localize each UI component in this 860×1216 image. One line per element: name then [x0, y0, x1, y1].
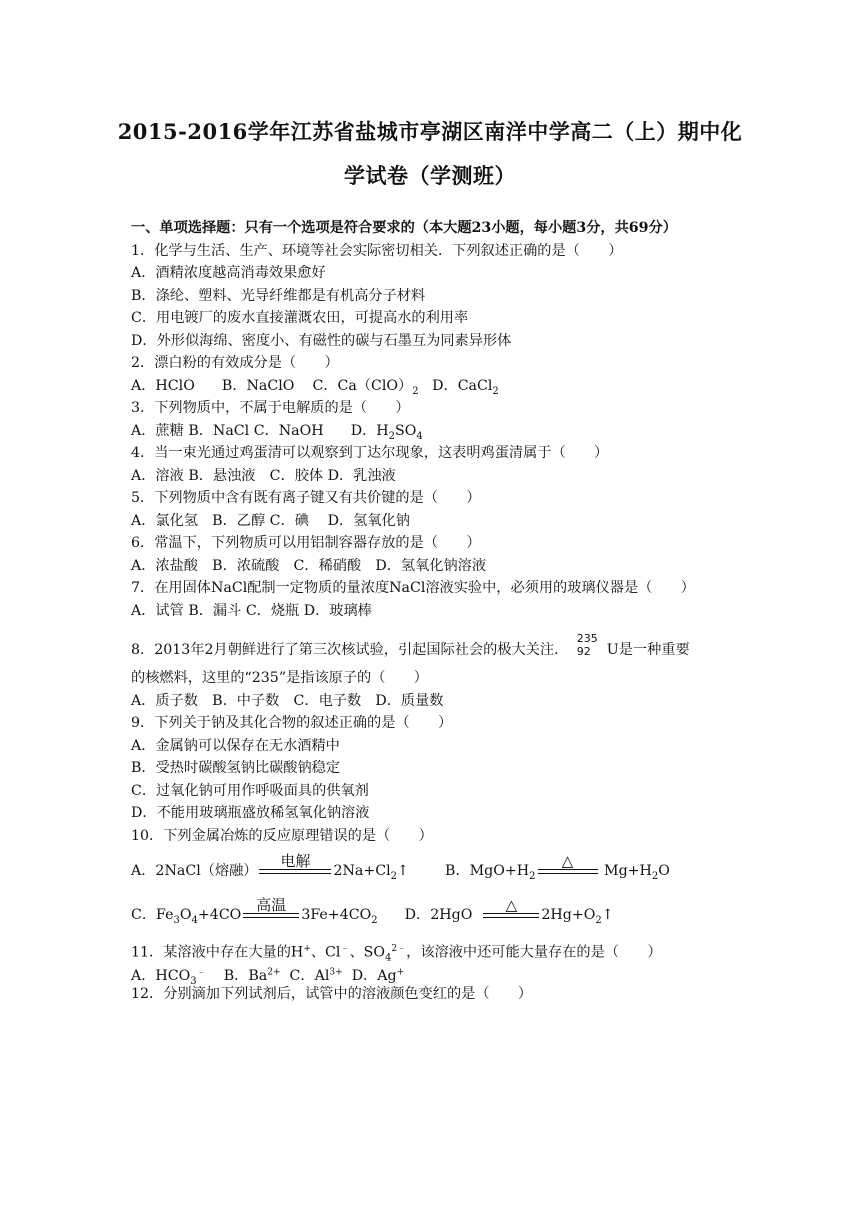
question-2: 2．漂白粉的有效成分是（ ）	[131, 355, 339, 371]
q11-option-a: A．$HCO_3^﹣$	[131, 967, 206, 987]
page-title-line1: 2015-2016学年江苏省盐城市亭湖区南洋中学高二（上）期中化	[117, 119, 743, 144]
q9-option-d: D．不能用玻璃瓶盛放稀氢氧化钠溶液	[131, 805, 370, 821]
question-7: 7．在用固体NaCl配制一定物质的量浓度NaCl溶液实验中，必须用的玻璃仪器是（ ）	[131, 580, 695, 596]
question-10: 10．下列金属冶炼的反应原理错误的是（ ）	[131, 828, 433, 844]
q1-option-c: C．用电镀厂的废水直接灌溉农田，可提高水的利用率	[131, 310, 469, 326]
q2-option-c: C．$Ca(ClO)_2$	[312, 378, 419, 397]
question-8-cont: 的核燃料，这里的“235”是指该原子的（ ）	[131, 670, 428, 686]
q5-options: A．氯化氢 B．乙醇 C．碘 D．氢氧化钠	[131, 513, 410, 529]
q11-option-c: C．$Al^{3+}$	[289, 967, 343, 984]
question-11: 11．某溶液中存在大量的H+、Cl﹣、$SO_4^{2﹣}$，该溶液中还可能大量存在的是（ ）	[131, 944, 662, 964]
q10-row-cd	[131, 895, 614, 931]
q3-options: A．蔗糖 B．NaCl C．NaOH D．$H_2SO_4$	[131, 423, 423, 442]
q9-option-c: C．过氧化钠可用作呼吸面具的供氧剂	[131, 783, 369, 799]
q10-row-ab	[131, 851, 670, 887]
q10-option-b: B．$MgO+H_2$ △ $Mg+H_2O$	[445, 851, 670, 882]
reaction-arrow: 高温	[243, 913, 299, 918]
q1-option-d: D．外形似海绵、密度小、有磁性的碳与石墨互为同素异形体	[131, 333, 512, 349]
question-6: 6．常温下，下列物质可以用铝制容器存放的是（ ）	[131, 535, 481, 551]
section-heading: 一、单项选择题：只有一个选项是符合要求的（本大题23小题，每小题3分，共69分）	[131, 220, 677, 236]
q11-option-d: D．Ag+	[351, 967, 405, 984]
reaction-arrow: 电解	[259, 869, 331, 874]
q9-option-b: B．受热时碳酸氢钠比碳酸钠稳定	[131, 760, 341, 776]
q8-options: A．质子数 B．中子数 C．电子数 D．质量数	[131, 693, 444, 709]
q11-option-b: B．$Ba^{2+}$	[223, 967, 281, 984]
q1-option-a: A．酒精浓度越高消毒效果愈好	[131, 265, 326, 281]
question-4: 4．当一束光通过鸡蛋清可以观察到丁达尔现象，这表明鸡蛋清属于（ ）	[131, 445, 609, 461]
q10-option-c: C．$Fe_3O_4+4CO$ 高温 $3Fe+4CO_2$	[131, 895, 378, 926]
question-9: 9．下列关于钠及其化合物的叙述正确的是（ ）	[131, 715, 453, 731]
question-3: 3．下列物质中，不属于电解质的是（ ）	[131, 400, 410, 416]
q1-option-b: B．涤纶、塑料、光导纤维都是有机高分子材料	[131, 288, 426, 304]
q2-option-b: B．NaClO	[221, 378, 295, 394]
q10-option-a: A．2NaCl（熔融） 电解 $2Na+Cl_2↑$	[131, 851, 409, 882]
page-title-line2: 学试卷（学测班）	[344, 163, 516, 188]
reaction-arrow: △	[538, 869, 598, 874]
uranium-nuclide-symbol: 235 92	[576, 632, 598, 658]
q3-option-d: D．$H_2SO_4$	[350, 423, 423, 442]
question-8: 8．2013年2月朝鲜进行了第三次核试验，引起国际社会的极大关注． 235 92 U是一种重要	[131, 635, 690, 665]
q9-option-a: A．金属钠可以保存在无水酒精中	[131, 738, 340, 754]
q2-option-a: A．HClO	[131, 378, 195, 394]
question-12: 12．分别滴加下列试剂后，试管中的溶液颜色变红的是（ ）	[131, 986, 533, 1002]
reaction-arrow: △	[483, 913, 539, 918]
q7-options: A．试管 B．漏斗 C．烧瓶 D．玻璃棒	[131, 603, 372, 619]
q4-options: A．溶液 B．悬浊液 C．胶体 D．乳浊液	[131, 468, 396, 484]
q6-options: A．浓盐酸 B．浓硫酸 C．稀硝酸 D．氢氧化钠溶液	[131, 558, 487, 574]
question-1: 1．化学与生活、生产、环境等社会实际密切相关．下列叙述正确的是（ ）	[131, 243, 623, 259]
question-5: 5．下列物质中含有既有离子键又有共价键的是（ ）	[131, 490, 481, 506]
q2-option-d: D．CaCl$_2$	[432, 378, 499, 397]
q10-option-d: D．2HgO △ $2Hg+O_2↑$	[404, 895, 614, 926]
